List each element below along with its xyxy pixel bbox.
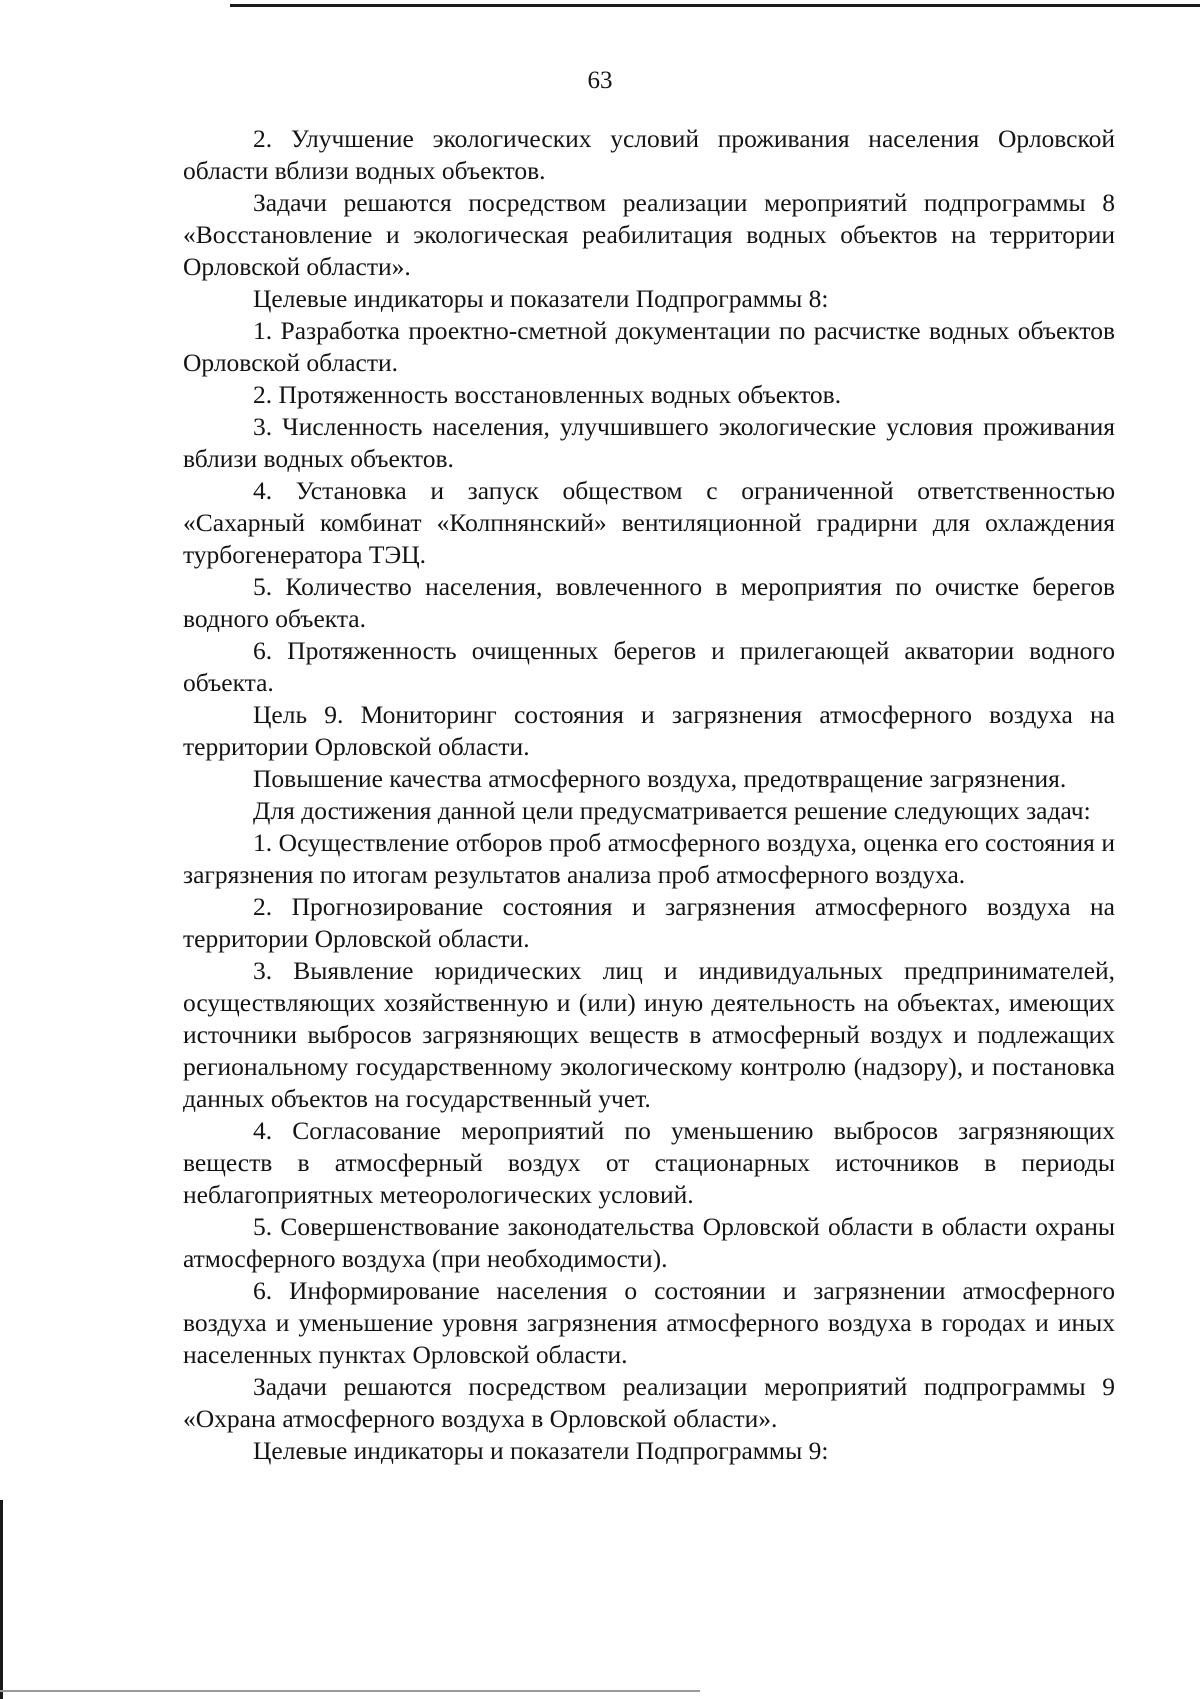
document-body bbox=[183, 123, 1115, 1467]
paragraph: 6. Протяженность очищенных берегов и прилегающей акватории водного объекта. bbox=[183, 636, 1115, 697]
paragraph: Задачи решаются посредством реализации мероприятий подпрограммы 8 «Восстановление и экологическая реабилитация водных объектов на территории Орловской области». bbox=[183, 188, 1115, 281]
paragraph: 3. Выявление юридических лиц и индивидуальных предпринимателей, осуществляющих хозяйственную и (или) иную деятельность на объектах, имеющих источники выбросов загрязняющих веществ в атмосферный воздух и подлежащих региональному государственному экологическому контролю (надзору), и постановка данных объектов на государственный учет. bbox=[183, 956, 1115, 1113]
paragraph: 6. Информирование населения о состоянии и загрязнении атмосферного воздуха и уменьшение уровня загрязнения атмосферного воздуха в городах и иных населенных пунктах Орловской области. bbox=[183, 1276, 1115, 1369]
paragraph: 5. Количество населения, вовлеченного в мероприятия по очистке берегов водного объекта. bbox=[183, 572, 1115, 633]
paragraph: Задачи решаются посредством реализации мероприятий подпрограммы 9 «Охрана атмосферного воздуха в Орловской области». bbox=[183, 1372, 1115, 1433]
paragraph: 1. Разработка проектно-сметной документации по расчистке водных объектов Орловской области. bbox=[183, 316, 1115, 377]
paragraph: 2. Прогнозирование состояния и загрязнения атмосферного воздуха на территории Орловской области. bbox=[183, 892, 1115, 953]
paragraph: 2. Протяженность восстановленных водных объектов. bbox=[253, 380, 842, 409]
paragraph: 3. Численность населения, улучшившего экологические условия проживания вблизи водных объектов. bbox=[183, 412, 1115, 473]
paragraph: 4. Согласование мероприятий по уменьшению выбросов загрязняющих веществ в атмосферный воздух от стационарных источников в периоды неблагоприятных метеорологических условий. bbox=[183, 1116, 1115, 1209]
paragraph: 5. Совершенствование законодательства Орловской области в области охраны атмосферного воздуха (при необходимости). bbox=[183, 1212, 1115, 1273]
paragraph: Повышение качества атмосферного воздуха, предотвращение загрязнения. bbox=[253, 764, 1067, 793]
paragraph: 4. Установка и запуск обществом с ограниченной ответственностью «Сахарный комбинат «Колпнянский» вентиляционной градирни для охлаждения турбогенератора ТЭЦ. bbox=[183, 476, 1115, 569]
paragraph: Цель 9. Мониторинг состояния и загрязнения атмосферного воздуха на территории Орловской области. bbox=[183, 700, 1115, 761]
paragraph: Целевые индикаторы и показатели Подпрограммы 8: bbox=[253, 284, 829, 313]
paragraph: Для достижения данной цели предусматривается решение следующих задач: bbox=[253, 796, 1091, 825]
paragraph: Целевые индикаторы и показатели Подпрограммы 9: bbox=[253, 1436, 829, 1465]
page-number: 63 bbox=[587, 67, 613, 94]
paragraph: 1. Осуществление отборов проб атмосферного воздуха, оценка его состояния и загрязнения по итогам результатов анализа проб атмосферного воздуха. bbox=[183, 828, 1115, 889]
paragraph: 2. Улучшение экологических условий проживания населения Орловской области вблизи водных объектов. bbox=[183, 124, 1115, 185]
